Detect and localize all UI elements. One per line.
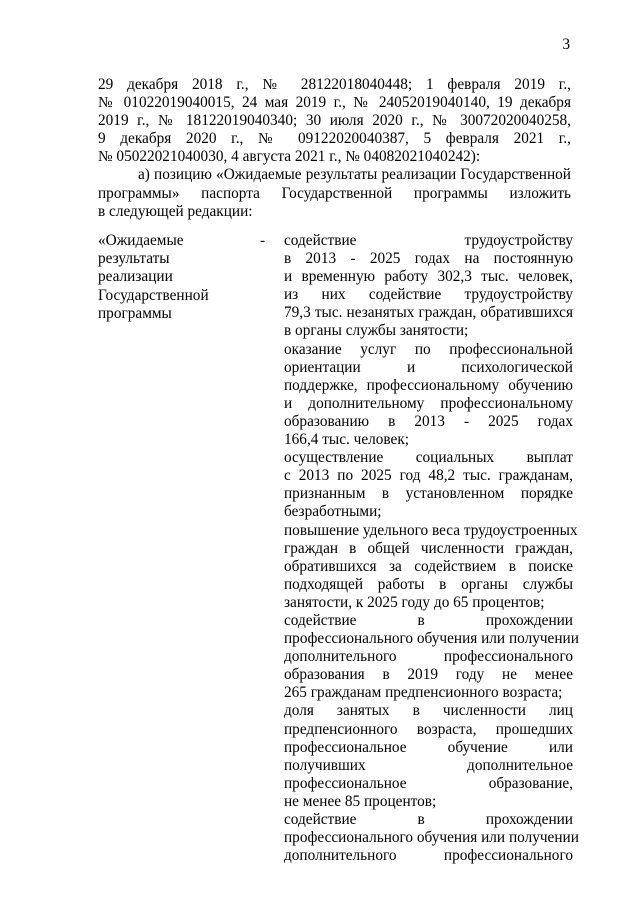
result-line: содействие в прохождении	[284, 811, 573, 828]
result-line: 265 гражданам предпенсионного возраста;	[284, 684, 563, 702]
intro-paragraph	[98, 76, 571, 221]
result-line: дополнительного профессионального	[284, 847, 573, 865]
result-line: граждан в общей численности граждан,	[284, 539, 573, 557]
result-line: осуществление социальных выплат	[284, 449, 573, 467]
result-line: безработными;	[284, 503, 382, 521]
intro-line: программы» паспорта Государственной программы изложить	[98, 184, 571, 202]
intro-line: № 05022021040030, 4 августа 2021 г., № 04082021040242):	[98, 148, 481, 166]
result-line: профессионального обучения или получении	[284, 829, 579, 847]
position-label	[98, 232, 268, 323]
result-line: из них содействие трудоустройству	[284, 286, 573, 304]
result-line: признанным в установленном порядке	[284, 485, 573, 503]
result-line: содействие в прохождении	[284, 611, 573, 629]
result-line: поддержке, профессиональному обучению	[284, 376, 573, 394]
intro-line: в следующей редакции:	[98, 202, 253, 220]
result-line: оказание услуг по профессиональной	[284, 340, 573, 358]
result-line: занятости, к 2025 году до 65 процентов;	[284, 593, 545, 611]
result-line: профессиональное образование,	[284, 774, 573, 792]
label-line: «Ожидаемые	[98, 232, 184, 249]
result-line: профессионального обучения или получении	[284, 630, 579, 648]
result-line: с 2013 по 2025 год 48,2 тыс. гражданам,	[284, 467, 573, 485]
result-line: 79,3 тыс. незанятых граждан, обратившихся	[284, 304, 573, 322]
result-line: не менее 85 процентов;	[284, 792, 437, 810]
label-line: программы	[98, 304, 172, 322]
label-line: реализации	[98, 268, 173, 286]
result-line: и временную работу 302,3 тыс. человек,	[284, 268, 573, 286]
label-line: Государственной	[98, 286, 209, 304]
intro-line: 9 декабря 2020 г., № 09122020040387, 5 февраля 2021 г.,	[98, 130, 571, 148]
result-line: 166,4 тыс. человек;	[284, 431, 410, 449]
result-line: ориентации и психологической	[284, 358, 573, 376]
result-line: образования в 2019 году не менее	[284, 666, 573, 684]
page-number: 3	[562, 36, 570, 53]
result-line: повышение удельного веса трудоустроенных	[284, 521, 578, 539]
result-line: содействие трудоустройству	[284, 232, 573, 249]
intro-line: № 01022019040015, 24 мая 2019 г., № 24052019040140, 19 декабря	[98, 94, 571, 112]
label-line: результаты	[98, 250, 170, 268]
separator-dash: -	[260, 232, 266, 249]
result-line: профессиональное обучение или	[284, 738, 573, 756]
result-line: получивших дополнительное	[284, 756, 573, 774]
result-line: подходящей работы в органы службы	[284, 575, 573, 593]
result-line: обратившихся за содействием в поиске	[284, 557, 573, 575]
intro-line: а) позицию «Ожидаемые результаты реализации Государственной	[138, 166, 571, 184]
result-line: доля занятых в численности лиц	[284, 702, 573, 720]
result-line: предпенсионного возраста, прошедших	[284, 720, 573, 738]
result-line: в органы службы занятости;	[284, 322, 469, 340]
result-line: образованию в 2013 - 2025 годах	[284, 412, 573, 430]
result-line: в 2013 - 2025 годах на постоянную	[284, 250, 573, 268]
intro-line: 29 декабря 2018 г., № 28122018040448; 1 февраля 2019 г.,	[98, 76, 571, 93]
result-line: и дополнительному профессиональному	[284, 394, 573, 412]
result-line: дополнительного профессионального	[284, 648, 573, 666]
intro-line: 2019 г., № 18122019040340; 30 июля 2020 г., № 30072020040258,	[98, 112, 571, 130]
expected-results-text	[284, 232, 579, 865]
